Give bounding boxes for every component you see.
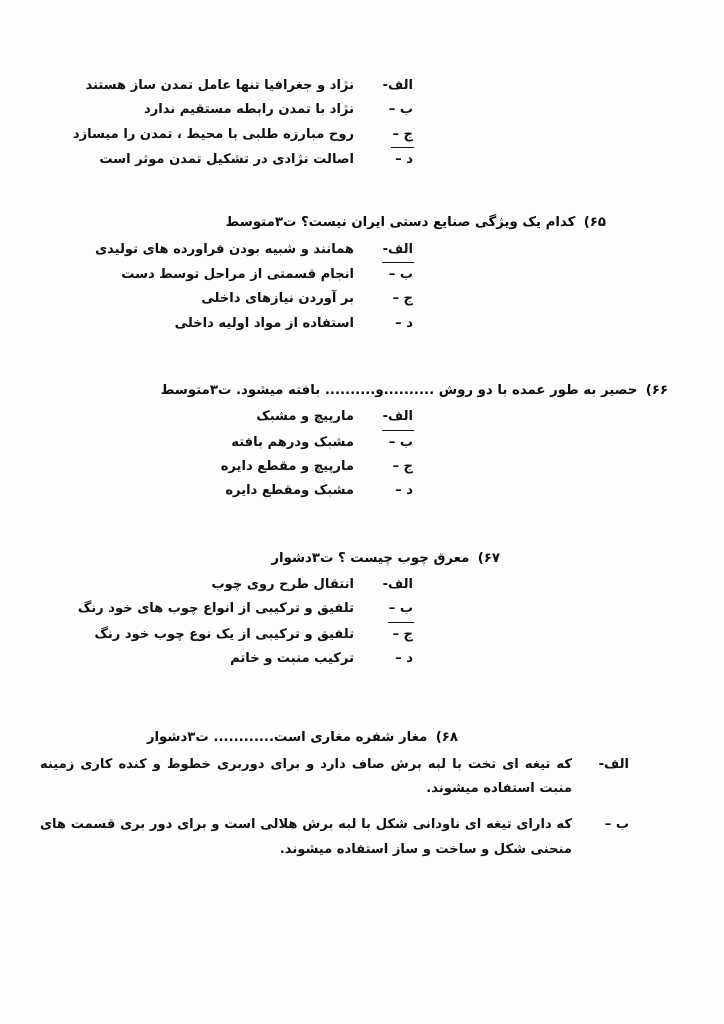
option-list — [34, 573, 690, 671]
document-body — [34, 74, 690, 862]
option-marker: الف- — [382, 78, 413, 93]
option-row[interactable] — [34, 405, 690, 430]
question-number: ۶۶) — [645, 382, 668, 398]
option-text: مشبک ومقطع دایره — [225, 483, 354, 499]
option-row[interactable] — [34, 123, 690, 148]
option-row[interactable] — [34, 238, 690, 263]
question-number: ۶۵) — [583, 215, 606, 231]
option-text: نژاد با تمدن رابطه مستقیم ندارد — [143, 102, 354, 118]
option-marker-correct: الف- — [360, 405, 414, 430]
option-marker: د – — [395, 315, 413, 331]
option-row[interactable] — [34, 623, 690, 647]
option-row[interactable] — [34, 312, 690, 336]
question-prompt: معرق چوب چیست ؟ ت۳دشوار — [271, 550, 470, 566]
option-text: مارپیچ و مقطع دایره — [220, 459, 354, 475]
option-marker: ج – — [392, 459, 413, 475]
option-row[interactable] — [34, 74, 690, 98]
question-block-q68 — [34, 727, 690, 861]
question-block-q65 — [34, 212, 690, 336]
option-marker: ج – — [392, 626, 413, 642]
option-marker: ب – — [388, 102, 413, 118]
question-number: ۶۷) — [477, 550, 500, 566]
question-prompt: حصیر به طور عمده با دو روش ..........و.......... بافته میشود. ت۳متوسط — [160, 382, 638, 398]
option-marker: الف- — [598, 756, 629, 772]
option-marker: الف- — [382, 577, 413, 593]
question-block-q66 — [34, 380, 690, 504]
option-row[interactable] — [34, 573, 690, 597]
option-list — [34, 74, 690, 172]
option-row[interactable] — [34, 813, 690, 861]
option-marker: د – — [395, 151, 413, 167]
option-text: استفاده از مواد اولیه داخلی — [174, 315, 354, 331]
option-text: اصالت نژادی در تشکیل تمدن موثر است — [99, 151, 354, 167]
option-marker: ب – — [388, 434, 413, 450]
option-marker: د – — [395, 483, 413, 499]
question-prompt: مغار شفره مغاری است............ ت۳دشوار — [146, 730, 428, 746]
option-text: ترکیب منبت و خاتم — [230, 651, 354, 667]
option-row[interactable] — [34, 597, 690, 622]
option-list — [34, 753, 690, 862]
option-text: روح مبارزه طلبی با محیط ، تمدن را میسازد — [72, 126, 354, 142]
option-text: بر آوردن نیازهای داخلی — [201, 291, 354, 307]
option-text: که دارای تیغه ای ناودانی شکل با لبه برش هلالی است و برای دور بری قسمت های منحنی شکل و ساخت و ساز استفاده میشوند. — [40, 817, 572, 857]
option-row[interactable] — [34, 98, 690, 122]
option-row[interactable] — [34, 263, 690, 287]
option-marker: ب – — [388, 267, 413, 283]
option-row[interactable] — [34, 431, 690, 455]
option-text: مارپیچ و مشبک — [256, 409, 354, 425]
option-row[interactable] — [34, 479, 690, 503]
option-row[interactable] — [34, 753, 690, 801]
question-block-q64 — [34, 74, 690, 172]
option-text: انجام قسمتی از مراحل توسط دست — [121, 267, 354, 283]
option-list — [34, 405, 690, 503]
option-marker-correct: ب – — [360, 597, 414, 622]
option-text: نژاد و جغرافیا تنها عامل تمدن ساز هستند — [85, 78, 354, 93]
option-marker-correct: ج – — [360, 123, 414, 148]
option-row[interactable] — [34, 647, 690, 671]
option-text: انتقال طرح روی چوب — [211, 577, 354, 593]
question-heading — [34, 212, 690, 234]
question-heading — [34, 548, 690, 570]
option-list — [34, 238, 690, 336]
question-prompt: کدام یک ویژگی صنایع دستی ایران نیست؟ ت۳متوسط — [225, 215, 576, 231]
question-number: ۶۸) — [435, 730, 458, 746]
option-row[interactable] — [34, 455, 690, 479]
option-marker-correct: الف- — [360, 238, 414, 263]
option-row[interactable] — [34, 148, 690, 172]
option-text: تلفیق و ترکیبی از انواع چوب های خود رنگ — [77, 601, 354, 617]
option-text: که تیغه ای تخت با لبه برش صاف دارد و برای دوربری خطوط و کنده کاری زمینه منبت استفاده میشوند. — [40, 756, 572, 797]
option-marker: د – — [395, 651, 413, 667]
question-heading — [34, 727, 690, 749]
option-marker: ج – — [392, 291, 413, 307]
option-row[interactable] — [34, 287, 690, 311]
option-text: تلفیق و ترکیبی از یک نوع چوب خود رنگ — [94, 626, 354, 642]
question-block-q67 — [34, 548, 690, 672]
option-text: مشبک ودرهم بافته — [231, 434, 354, 450]
option-text: همانند و شبیه بودن فراورده های تولیدی — [95, 241, 354, 257]
question-heading — [34, 380, 690, 402]
option-marker: ب – — [604, 817, 629, 833]
